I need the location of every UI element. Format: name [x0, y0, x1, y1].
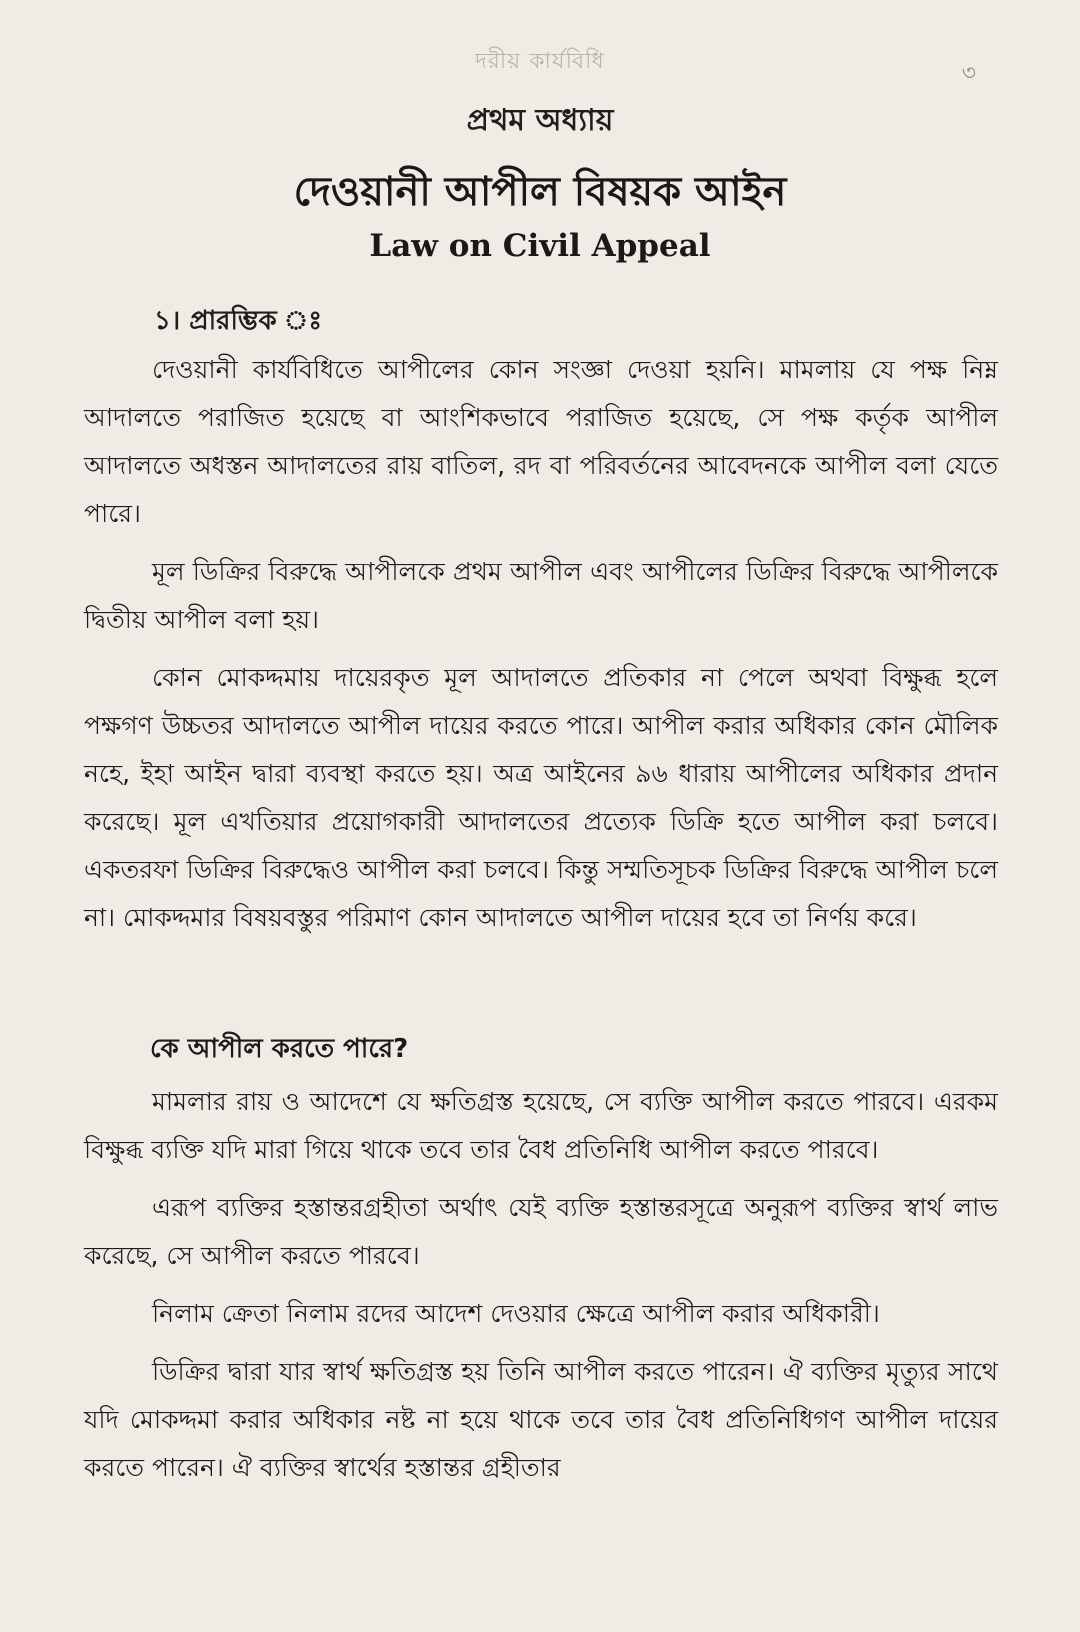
page-number: ৩ — [961, 61, 976, 86]
section-heading-introduction: ১। প্রারম্ভিক ঃ — [154, 306, 323, 336]
paragraph: ডিক্রির দ্বারা যার স্বার্থ ক্ষতিগ্রস্ত হয় তিনি আপীল করতে পারেন। ঐ ব্যক্তির মৃত্যুর সাথে যদি মোকদ্দমা করার অধিকার নষ্ট না হয়ে থাকে তবে তার বৈধ প্রতিনিধিগণ আপীল দায়ের করতে পারেন। ঐ ব্যক্তির স্বার্থের হস্তান্তর গ্রহীতার — [84, 1357, 998, 1482]
section-who-can-appeal-body — [84, 1078, 998, 1502]
paragraph: কোন মোকদ্দমায় দায়েরকৃত মূল আদালতে প্রতিকার না পেলে অথবা বিক্ষুব্ধ হলে পক্ষগণ উচ্চতর আদালতে আপীল দায়ের করতে পারে। আপীল করার অধিকার কোন মৌলিক নহে, ইহা আইন দ্বারা ব্যবস্থা করতে হয়। অত্র আইনের ৯৬ ধারায় আপীলের অধিকার প্রদান করেছে। মূল এখতিয়ার প্রয়োগকারী আদালতের প্রত্যেক ডিক্রি হতে আপীল করা চলবে। একতরফা ডিক্রির বিরুদ্ধেও আপীল করা চলবে। কিন্তু সম্মতিসূচক ডিক্রির বিরুদ্ধে আপীল চলে না। মোকদ্দমার বিষয়বস্তুর পরিমাণ কোন আদালতে আপীল দায়ের হবে তা নির্ণয় করে। — [84, 663, 998, 932]
subheading-who-can-appeal: কে আপীল করতে পারে? — [150, 1034, 409, 1064]
paragraph: এরূপ ব্যক্তির হস্তান্তরগ্রহীতা অর্থাৎ যেই ব্যক্তি হস্তান্তরসূত্রে অনুরূপ ব্যক্তির স্বার্থ লাভ করেছে, সে আপীল করতে পারবে। — [84, 1193, 998, 1270]
chapter-title-english: Law on Civil Appeal — [369, 228, 711, 264]
paragraph: দেওয়ানী কার্যবিধিতে আপীলের কোন সংজ্ঞা দেওয়া হয়নি। মামলায় যে পক্ষ নিম্ন আদালতে পরাজিত হয়েছে বা আংশিকভাবে পরাজিত হয়েছে, সে পক্ষ কর্তৃক আপীল আদালতে অধস্তন আদালতের রায় বাতিল, রদ বা পরিবর্তনের আবেদনকে আপীল বলা যেতে পারে। — [84, 355, 998, 528]
running-header: দরীয় কার্যবিধি — [475, 49, 605, 74]
paragraph: মূল ডিক্রির বিরুদ্ধে আপীলকে প্রথম আপীল এবং আপীলের ডিক্রির বিরুদ্ধে আপীলকে দ্বিতীয় আপীল বলা হয়। — [84, 557, 998, 634]
paragraph: মামলার রায় ও আদেশে যে ক্ষতিগ্রস্ত হয়েছে, সে ব্যক্তি আপীল করতে পারবে। এরকম বিক্ষুব্ধ ব্যক্তি যদি মারা গিয়ে থাকে তবে তার বৈধ প্রতিনিধি আপীল করতে পারবে। — [84, 1087, 998, 1164]
chapter-label: প্রথম অধ্যায় — [466, 103, 614, 138]
paragraph: নিলাম ক্রেতা নিলাম রদের আদেশ দেওয়ার ক্ষেত্রে আপীল করার অধিকারী। — [152, 1299, 880, 1328]
section-introduction-body — [84, 346, 998, 952]
chapter-title-bengali: দেওয়ানী আপীল বিষয়ক আইন — [293, 169, 787, 215]
